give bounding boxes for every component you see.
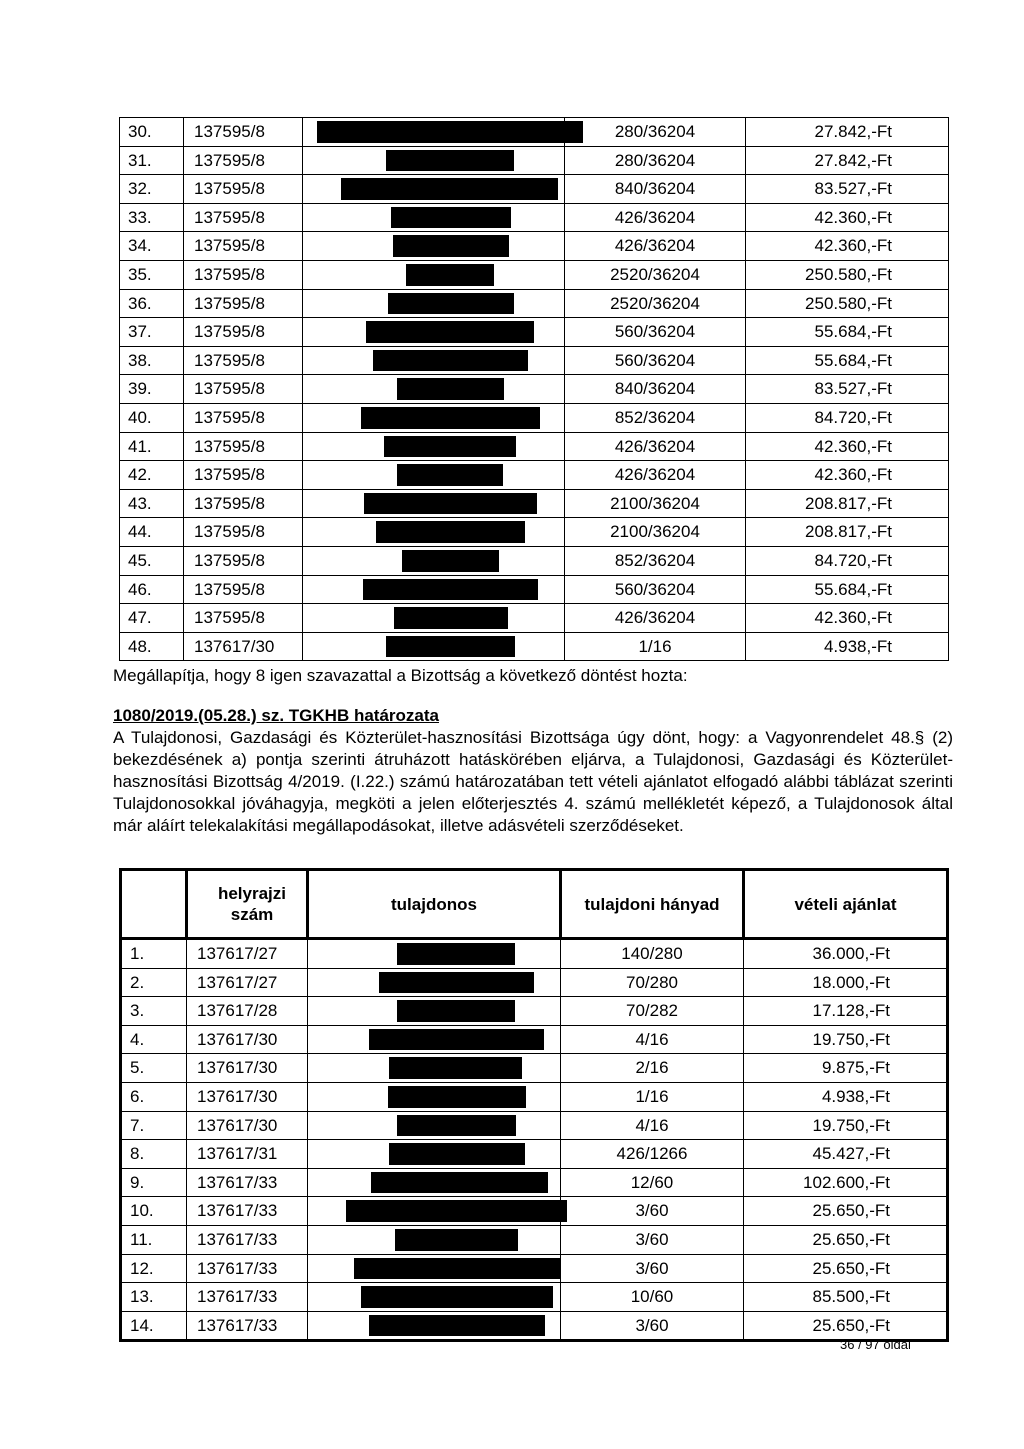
owners-table-continued bbox=[119, 117, 949, 661]
parcel-number: 137595/8 bbox=[184, 175, 303, 204]
row-number: 13. bbox=[121, 1283, 187, 1312]
row-number: 33. bbox=[120, 203, 184, 232]
header-purchase-offer: vételi ajánlat bbox=[744, 870, 948, 939]
vote-statement: Megállapítja, hogy 8 igen szavazattal a Bizottság a következő döntést hozta: bbox=[113, 666, 688, 685]
accepted-offers-table bbox=[119, 868, 949, 1342]
row-number: 38. bbox=[120, 346, 184, 375]
owner-cell bbox=[303, 118, 565, 147]
row-number: 8. bbox=[121, 1140, 187, 1169]
resolution-section bbox=[113, 665, 953, 837]
parcel-number: 137595/8 bbox=[184, 118, 303, 147]
price: 42.360,-Ft bbox=[746, 203, 949, 232]
price: 208.817,-Ft bbox=[746, 489, 949, 518]
ownership-share: 70/280 bbox=[561, 968, 744, 997]
table-row bbox=[120, 289, 949, 318]
parcel-number: 137595/8 bbox=[184, 604, 303, 633]
price: 84.720,-Ft bbox=[746, 403, 949, 432]
row-number: 1. bbox=[121, 939, 187, 969]
owner-cell bbox=[303, 260, 565, 289]
owner-cell bbox=[308, 939, 561, 969]
owner-cell bbox=[303, 318, 565, 347]
parcel-number: 137617/33 bbox=[187, 1283, 308, 1312]
ownership-share: 3/60 bbox=[561, 1254, 744, 1283]
parcel-number: 137595/8 bbox=[184, 346, 303, 375]
row-number: 43. bbox=[120, 489, 184, 518]
table-row bbox=[120, 632, 949, 661]
ownership-share: 3/60 bbox=[561, 1311, 744, 1341]
ownership-share: 280/36204 bbox=[565, 118, 746, 147]
table-row bbox=[120, 203, 949, 232]
price: 9.875,-Ft bbox=[744, 1054, 948, 1083]
owner-cell bbox=[303, 575, 565, 604]
owner-cell bbox=[303, 146, 565, 175]
table-row bbox=[120, 489, 949, 518]
ownership-share: 852/36204 bbox=[565, 403, 746, 432]
header-ownership-share: tulajdoni hányad bbox=[561, 870, 744, 939]
row-number: 3. bbox=[121, 997, 187, 1026]
parcel-number: 137617/33 bbox=[187, 1254, 308, 1283]
table-row bbox=[120, 518, 949, 547]
price: 42.360,-Ft bbox=[746, 604, 949, 633]
table-row bbox=[120, 546, 949, 575]
row-number: 9. bbox=[121, 1168, 187, 1197]
redacted-owner-name bbox=[384, 436, 516, 458]
ownership-share: 426/36204 bbox=[565, 604, 746, 633]
row-number: 46. bbox=[120, 575, 184, 604]
redacted-owner-name bbox=[395, 1229, 518, 1251]
parcel-number: 137595/8 bbox=[184, 489, 303, 518]
owner-cell bbox=[303, 203, 565, 232]
redacted-owner-name bbox=[386, 636, 515, 658]
price: 55.684,-Ft bbox=[746, 318, 949, 347]
resolution-body: A Tulajdonosi, Gazdasági és Közterület-hasznosítási Bizottsága úgy dönt, hogy: a Vagyonrendelet 48.§ (2) bekezdésének a) pontja szerinti átruházott hatáskörében eljárva, a Tulajdonosi, Gazdasági és Közterület-hasznosítási Bizottság 4/2019. (I.22.) számú határozatában tett vételi ajánlatot elfogadó alábbi táblázat szerinti Tulajdonosokkal jóváhagyja, megköti a jelen előterjesztés 4. számú mellékletét képező, a Tulajdonosok által már aláírt telekalakítási megállapodásokat, illetve adásvételi szerződéseket. bbox=[113, 728, 953, 835]
parcel-number: 137595/8 bbox=[184, 289, 303, 318]
accepted-offers-body bbox=[121, 939, 948, 1341]
ownership-share: 1/16 bbox=[561, 1082, 744, 1111]
ownership-share: 3/60 bbox=[561, 1225, 744, 1254]
owner-cell bbox=[303, 232, 565, 261]
price: 4.938,-Ft bbox=[746, 632, 949, 661]
redacted-owner-name bbox=[406, 264, 494, 286]
owner-cell bbox=[303, 461, 565, 490]
parcel-number: 137617/27 bbox=[187, 939, 308, 969]
parcel-number: 137617/30 bbox=[184, 632, 303, 661]
header-number bbox=[121, 870, 187, 939]
table-row bbox=[120, 375, 949, 404]
table-row bbox=[120, 118, 949, 147]
owner-cell bbox=[308, 1025, 561, 1054]
table-row bbox=[120, 432, 949, 461]
parcel-number: 137617/33 bbox=[187, 1225, 308, 1254]
owner-cell bbox=[303, 546, 565, 575]
table-row bbox=[121, 1140, 948, 1169]
price: 83.527,-Ft bbox=[746, 375, 949, 404]
ownership-share: 4/16 bbox=[561, 1025, 744, 1054]
parcel-number: 137617/33 bbox=[187, 1311, 308, 1341]
redacted-owner-name bbox=[373, 350, 528, 372]
row-number: 39. bbox=[120, 375, 184, 404]
redacted-owner-name bbox=[388, 293, 514, 315]
table-row bbox=[121, 968, 948, 997]
price: 25.650,-Ft bbox=[744, 1311, 948, 1341]
row-number: 10. bbox=[121, 1197, 187, 1226]
table-row bbox=[120, 146, 949, 175]
row-number: 37. bbox=[120, 318, 184, 347]
table-row bbox=[120, 232, 949, 261]
page-number: 36 / 97 oldal bbox=[840, 1337, 911, 1352]
redacted-owner-name bbox=[371, 1172, 548, 1194]
parcel-number: 137617/33 bbox=[187, 1197, 308, 1226]
row-number: 45. bbox=[120, 546, 184, 575]
owner-cell bbox=[303, 632, 565, 661]
row-number: 36. bbox=[120, 289, 184, 318]
parcel-number: 137595/8 bbox=[184, 318, 303, 347]
table-row bbox=[120, 346, 949, 375]
parcel-number: 137595/8 bbox=[184, 461, 303, 490]
redacted-owner-name bbox=[397, 1115, 516, 1137]
ownership-share: 560/36204 bbox=[565, 575, 746, 604]
price: 25.650,-Ft bbox=[744, 1197, 948, 1226]
parcel-number: 137617/31 bbox=[187, 1140, 308, 1169]
row-number: 6. bbox=[121, 1082, 187, 1111]
parcel-number: 137595/8 bbox=[184, 546, 303, 575]
parcel-number: 137595/8 bbox=[184, 403, 303, 432]
price: 102.600,-Ft bbox=[744, 1168, 948, 1197]
redacted-owner-name bbox=[366, 321, 534, 343]
ownership-share: 12/60 bbox=[561, 1168, 744, 1197]
row-number: 44. bbox=[120, 518, 184, 547]
row-number: 47. bbox=[120, 604, 184, 633]
redacted-owner-name bbox=[397, 464, 503, 486]
table-row bbox=[121, 1111, 948, 1140]
price: 27.842,-Ft bbox=[746, 118, 949, 147]
price: 45.427,-Ft bbox=[744, 1140, 948, 1169]
table-row bbox=[121, 1168, 948, 1197]
ownership-share: 560/36204 bbox=[565, 346, 746, 375]
parcel-number: 137617/28 bbox=[187, 997, 308, 1026]
redacted-owner-name bbox=[389, 1057, 522, 1079]
price: 55.684,-Ft bbox=[746, 346, 949, 375]
price: 42.360,-Ft bbox=[746, 461, 949, 490]
parcel-number: 137595/8 bbox=[184, 203, 303, 232]
redacted-owner-name bbox=[317, 121, 583, 143]
row-number: 11. bbox=[121, 1225, 187, 1254]
redacted-owner-name bbox=[388, 1086, 526, 1108]
owner-cell bbox=[308, 1168, 561, 1197]
price: 36.000,-Ft bbox=[744, 939, 948, 969]
parcel-number: 137595/8 bbox=[184, 146, 303, 175]
redacted-owner-name bbox=[361, 407, 540, 429]
row-number: 4. bbox=[121, 1025, 187, 1054]
parcel-number: 137617/30 bbox=[187, 1111, 308, 1140]
row-number: 40. bbox=[120, 403, 184, 432]
price: 85.500,-Ft bbox=[744, 1283, 948, 1312]
owner-cell bbox=[308, 1225, 561, 1254]
parcel-number: 137617/30 bbox=[187, 1054, 308, 1083]
parcel-number: 137617/33 bbox=[187, 1168, 308, 1197]
header-owner: tulajdonos bbox=[308, 870, 561, 939]
parcel-number: 137595/8 bbox=[184, 575, 303, 604]
redacted-owner-name bbox=[369, 1315, 545, 1337]
row-number: 2. bbox=[121, 968, 187, 997]
price: 42.360,-Ft bbox=[746, 232, 949, 261]
owners-table-body bbox=[120, 118, 949, 661]
header-parcel-number: helyrajzi szám bbox=[187, 870, 308, 939]
ownership-share: 1/16 bbox=[565, 632, 746, 661]
table-row bbox=[120, 575, 949, 604]
owner-cell bbox=[303, 403, 565, 432]
ownership-share: 426/36204 bbox=[565, 461, 746, 490]
row-number: 35. bbox=[120, 260, 184, 289]
row-number: 12. bbox=[121, 1254, 187, 1283]
parcel-number: 137595/8 bbox=[184, 232, 303, 261]
ownership-share: 2520/36204 bbox=[565, 260, 746, 289]
row-number: 42. bbox=[120, 461, 184, 490]
row-number: 30. bbox=[120, 118, 184, 147]
ownership-share: 2520/36204 bbox=[565, 289, 746, 318]
redacted-owner-name bbox=[361, 1286, 553, 1308]
ownership-share: 2/16 bbox=[561, 1054, 744, 1083]
price: 83.527,-Ft bbox=[746, 175, 949, 204]
redacted-owner-name bbox=[346, 1200, 567, 1222]
owner-cell bbox=[308, 968, 561, 997]
ownership-share: 3/60 bbox=[561, 1197, 744, 1226]
redacted-owner-name bbox=[376, 521, 525, 543]
price: 250.580,-Ft bbox=[746, 289, 949, 318]
table-header-row bbox=[121, 870, 948, 939]
price: 19.750,-Ft bbox=[744, 1111, 948, 1140]
table-row bbox=[120, 403, 949, 432]
ownership-share: 70/282 bbox=[561, 997, 744, 1026]
table-row bbox=[121, 1054, 948, 1083]
redacted-owner-name bbox=[363, 579, 538, 601]
price: 27.842,-Ft bbox=[746, 146, 949, 175]
owner-cell bbox=[303, 432, 565, 461]
owner-cell bbox=[303, 346, 565, 375]
price: 17.128,-Ft bbox=[744, 997, 948, 1026]
ownership-share: 840/36204 bbox=[565, 375, 746, 404]
redacted-owner-name bbox=[389, 1143, 525, 1165]
owner-cell bbox=[308, 1140, 561, 1169]
owner-cell bbox=[308, 1197, 561, 1226]
price: 55.684,-Ft bbox=[746, 575, 949, 604]
price: 84.720,-Ft bbox=[746, 546, 949, 575]
ownership-share: 426/1266 bbox=[561, 1140, 744, 1169]
table-row bbox=[120, 175, 949, 204]
price: 18.000,-Ft bbox=[744, 968, 948, 997]
ownership-share: 560/36204 bbox=[565, 318, 746, 347]
table-row bbox=[121, 1025, 948, 1054]
row-number: 48. bbox=[120, 632, 184, 661]
price: 250.580,-Ft bbox=[746, 260, 949, 289]
table-row bbox=[121, 1197, 948, 1226]
parcel-number: 137595/8 bbox=[184, 260, 303, 289]
ownership-share: 10/60 bbox=[561, 1283, 744, 1312]
redacted-owner-name bbox=[393, 235, 509, 257]
owner-cell bbox=[303, 604, 565, 633]
owner-cell bbox=[303, 375, 565, 404]
owner-cell bbox=[303, 518, 565, 547]
table-row bbox=[120, 461, 949, 490]
redacted-owner-name bbox=[402, 550, 499, 572]
ownership-share: 4/16 bbox=[561, 1111, 744, 1140]
owner-cell bbox=[303, 175, 565, 204]
table-row bbox=[121, 1311, 948, 1341]
row-number: 5. bbox=[121, 1054, 187, 1083]
ownership-share: 840/36204 bbox=[565, 175, 746, 204]
owner-cell bbox=[308, 1082, 561, 1111]
price: 19.750,-Ft bbox=[744, 1025, 948, 1054]
table-row bbox=[121, 1082, 948, 1111]
row-number: 7. bbox=[121, 1111, 187, 1140]
owner-cell bbox=[308, 1111, 561, 1140]
owner-cell bbox=[308, 1254, 561, 1283]
table-row bbox=[121, 939, 948, 969]
ownership-share: 426/36204 bbox=[565, 232, 746, 261]
redacted-owner-name bbox=[341, 178, 558, 200]
ownership-share: 2100/36204 bbox=[565, 518, 746, 547]
table-row bbox=[120, 318, 949, 347]
table-row bbox=[121, 1254, 948, 1283]
redacted-owner-name bbox=[369, 1029, 544, 1051]
redacted-owner-name bbox=[397, 1000, 515, 1022]
ownership-share: 2100/36204 bbox=[565, 489, 746, 518]
row-number: 34. bbox=[120, 232, 184, 261]
owner-cell bbox=[308, 1311, 561, 1341]
redacted-owner-name bbox=[386, 150, 514, 172]
owner-cell bbox=[308, 1054, 561, 1083]
parcel-number: 137617/30 bbox=[187, 1082, 308, 1111]
parcel-number: 137595/8 bbox=[184, 432, 303, 461]
row-number: 41. bbox=[120, 432, 184, 461]
table-row bbox=[121, 1225, 948, 1254]
parcel-number: 137595/8 bbox=[184, 375, 303, 404]
row-number: 14. bbox=[121, 1311, 187, 1341]
redacted-owner-name bbox=[364, 493, 537, 515]
price: 25.650,-Ft bbox=[744, 1254, 948, 1283]
ownership-share: 426/36204 bbox=[565, 203, 746, 232]
price: 208.817,-Ft bbox=[746, 518, 949, 547]
redacted-owner-name bbox=[379, 972, 534, 994]
owner-cell bbox=[303, 289, 565, 318]
parcel-number: 137617/27 bbox=[187, 968, 308, 997]
table-row bbox=[121, 1283, 948, 1312]
ownership-share: 426/36204 bbox=[565, 432, 746, 461]
price: 4.938,-Ft bbox=[744, 1082, 948, 1111]
parcel-number: 137617/30 bbox=[187, 1025, 308, 1054]
ownership-share: 140/280 bbox=[561, 939, 744, 969]
row-number: 32. bbox=[120, 175, 184, 204]
resolution-title: 1080/2019.(05.28.) sz. TGKHB határozata bbox=[113, 706, 439, 725]
owner-cell bbox=[308, 997, 561, 1026]
table-row bbox=[121, 997, 948, 1026]
redacted-owner-name bbox=[397, 378, 504, 400]
ownership-share: 852/36204 bbox=[565, 546, 746, 575]
ownership-share: 280/36204 bbox=[565, 146, 746, 175]
table-row bbox=[120, 604, 949, 633]
table-row bbox=[120, 260, 949, 289]
price: 42.360,-Ft bbox=[746, 432, 949, 461]
owner-cell bbox=[303, 489, 565, 518]
redacted-owner-name bbox=[394, 607, 508, 629]
parcel-number: 137595/8 bbox=[184, 518, 303, 547]
price: 25.650,-Ft bbox=[744, 1225, 948, 1254]
row-number: 31. bbox=[120, 146, 184, 175]
owner-cell bbox=[308, 1283, 561, 1312]
redacted-owner-name bbox=[354, 1258, 560, 1280]
redacted-owner-name bbox=[397, 943, 515, 965]
redacted-owner-name bbox=[391, 207, 511, 229]
